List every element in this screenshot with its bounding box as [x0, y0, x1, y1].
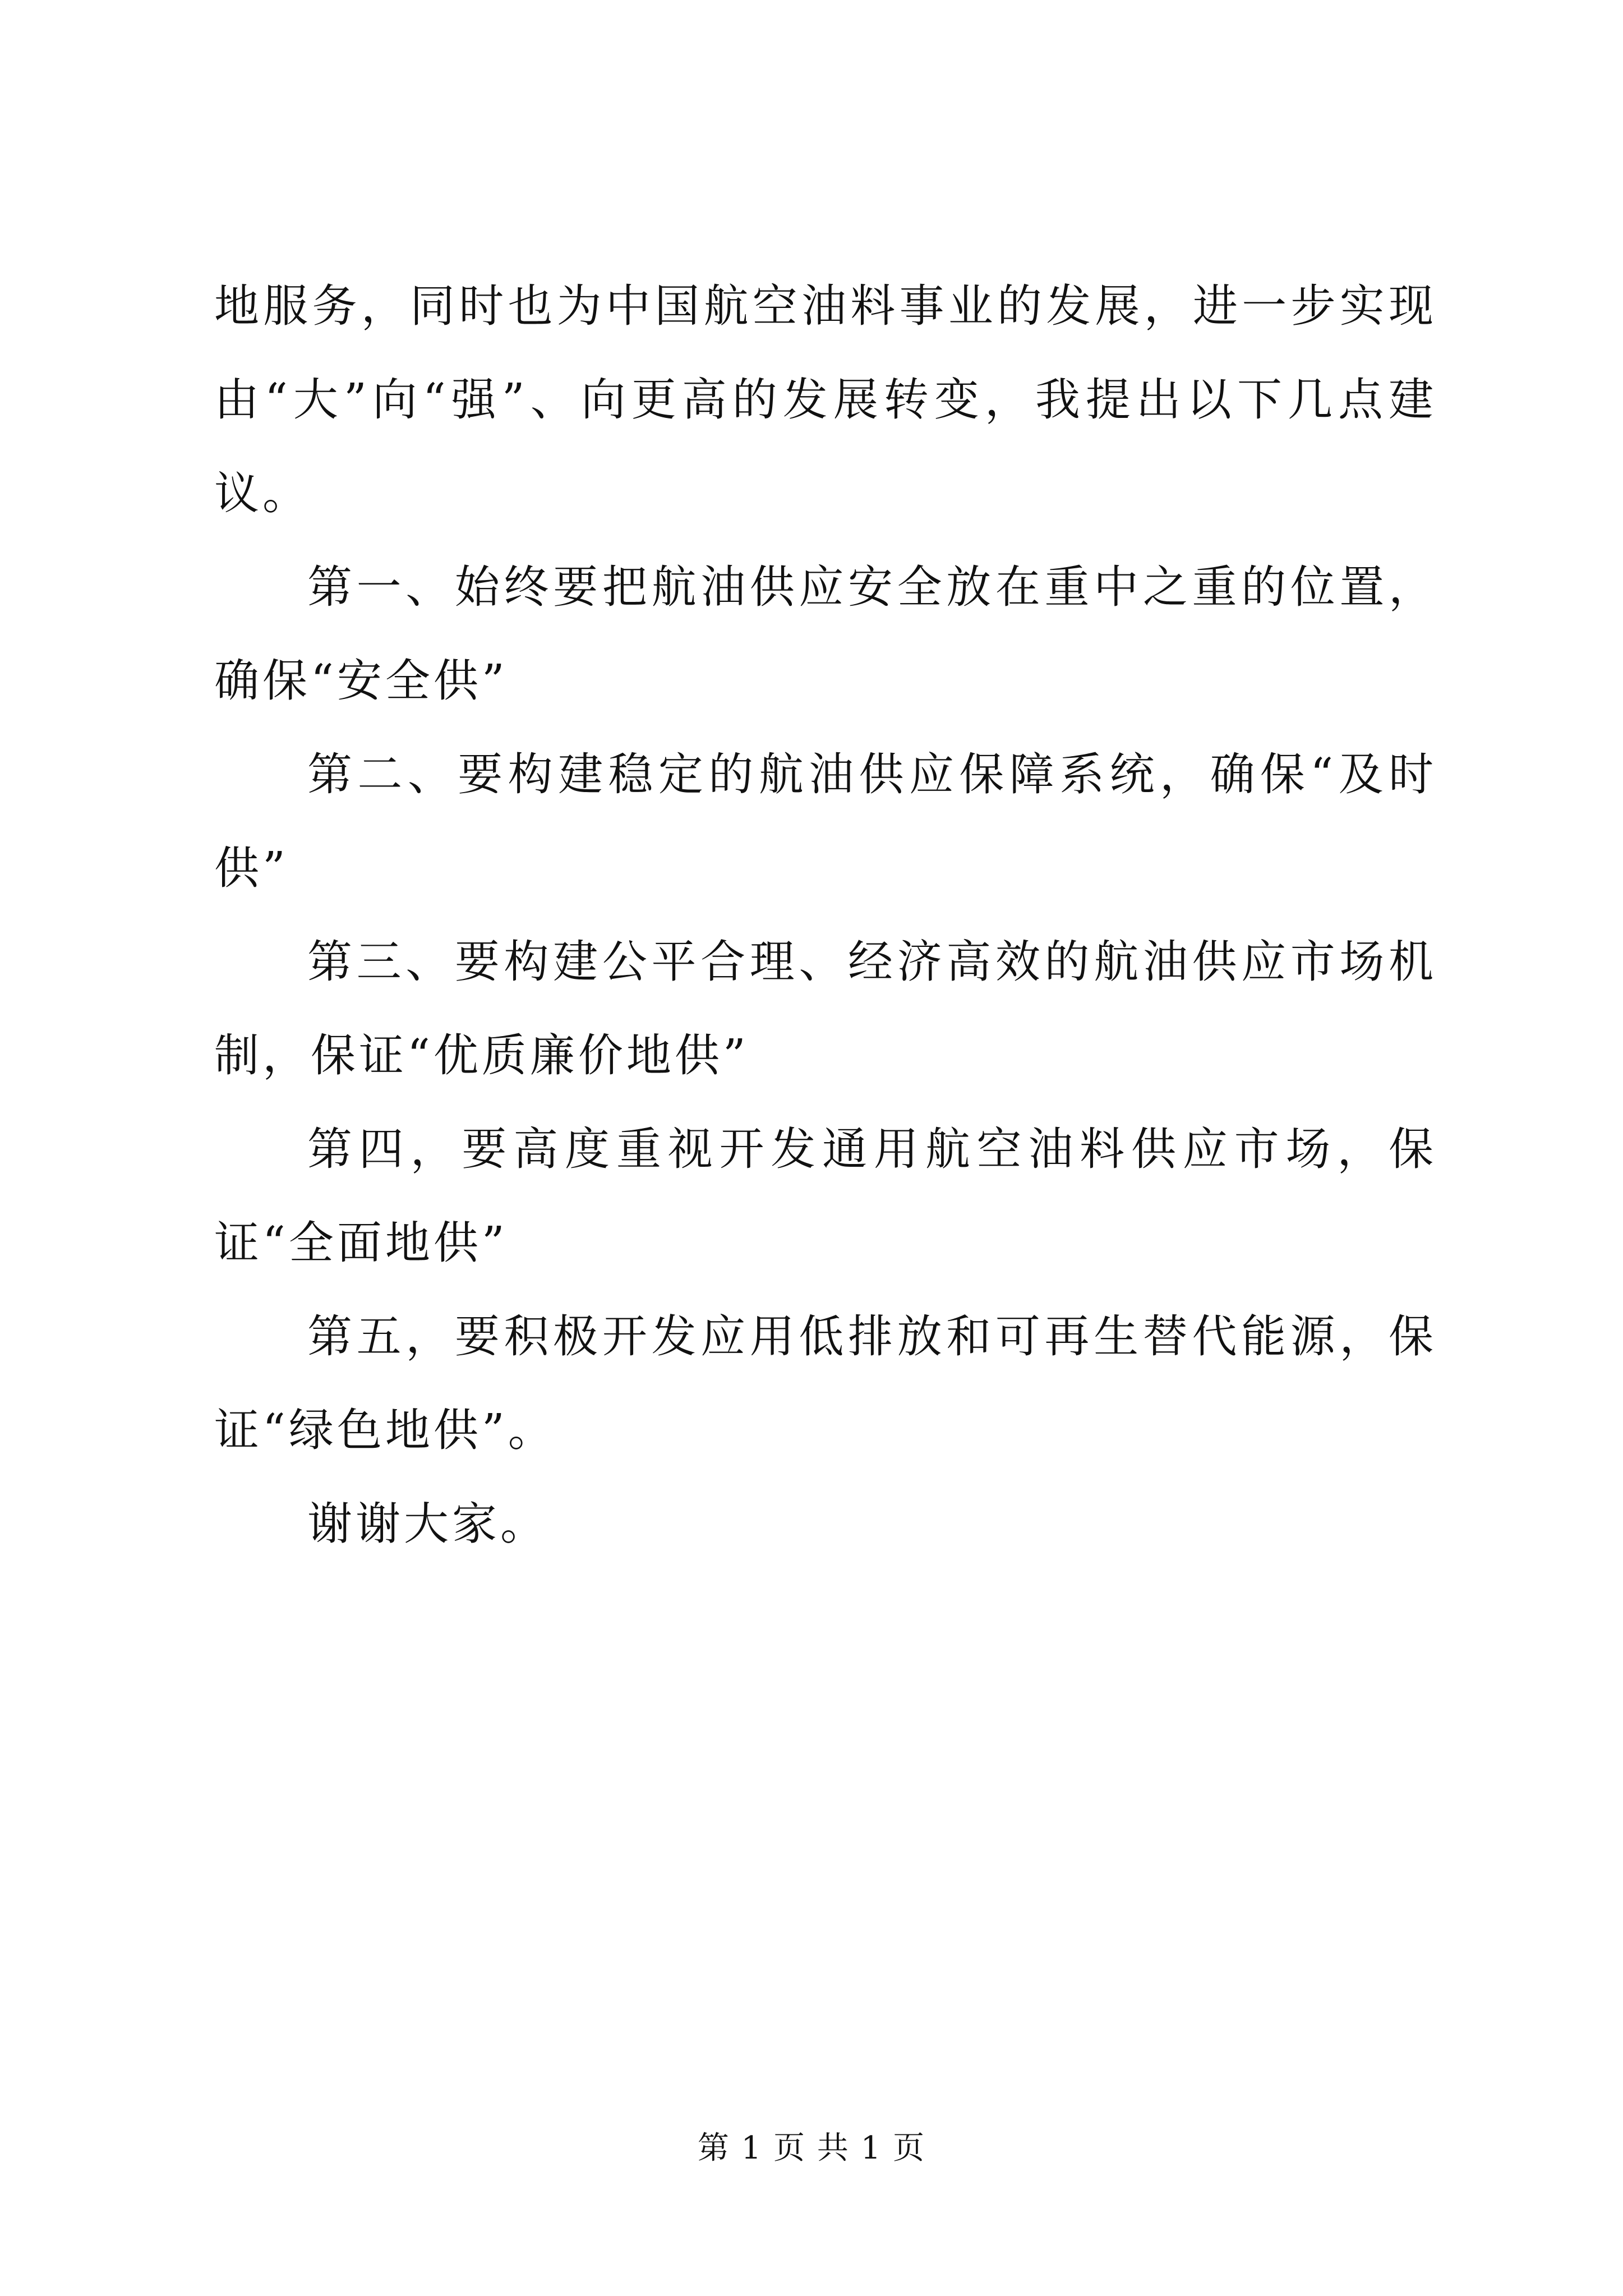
paragraph-point-1: 第一、始终要把航油供应安全放在重中之重的位置，确保“安全供” [214, 561, 1437, 707]
paragraph-point-2: 第二、要构建稳定的航油供应保障系统，确保“及时供” [214, 748, 1437, 894]
paragraph-continuation: 地服务，同时也为中国航空油料事业的发展，进一步实现由“大”向“强”、向更高的发展转变，我提出以下几点建议。 [214, 280, 1437, 519]
paragraph-point-5: 第五，要积极开发应用低排放和可再生替代能源，保证“绿色地供”。 [214, 1310, 1437, 1456]
paragraph-point-3: 第三、要构建公平合理、经济高效的航油供应市场机制，保证“优质廉价地供” [214, 936, 1437, 1082]
page-number: 第 1 页 共 1 页 [697, 2130, 926, 2166]
paragraph-closing: 谢谢大家。 [307, 1498, 548, 1550]
page-footer [0, 2129, 1623, 2168]
paragraph-point-4: 第四，要高度重视开发通用航空油料供应市场，保证“全面地供” [214, 1123, 1437, 1269]
body-text [214, 259, 1437, 1571]
